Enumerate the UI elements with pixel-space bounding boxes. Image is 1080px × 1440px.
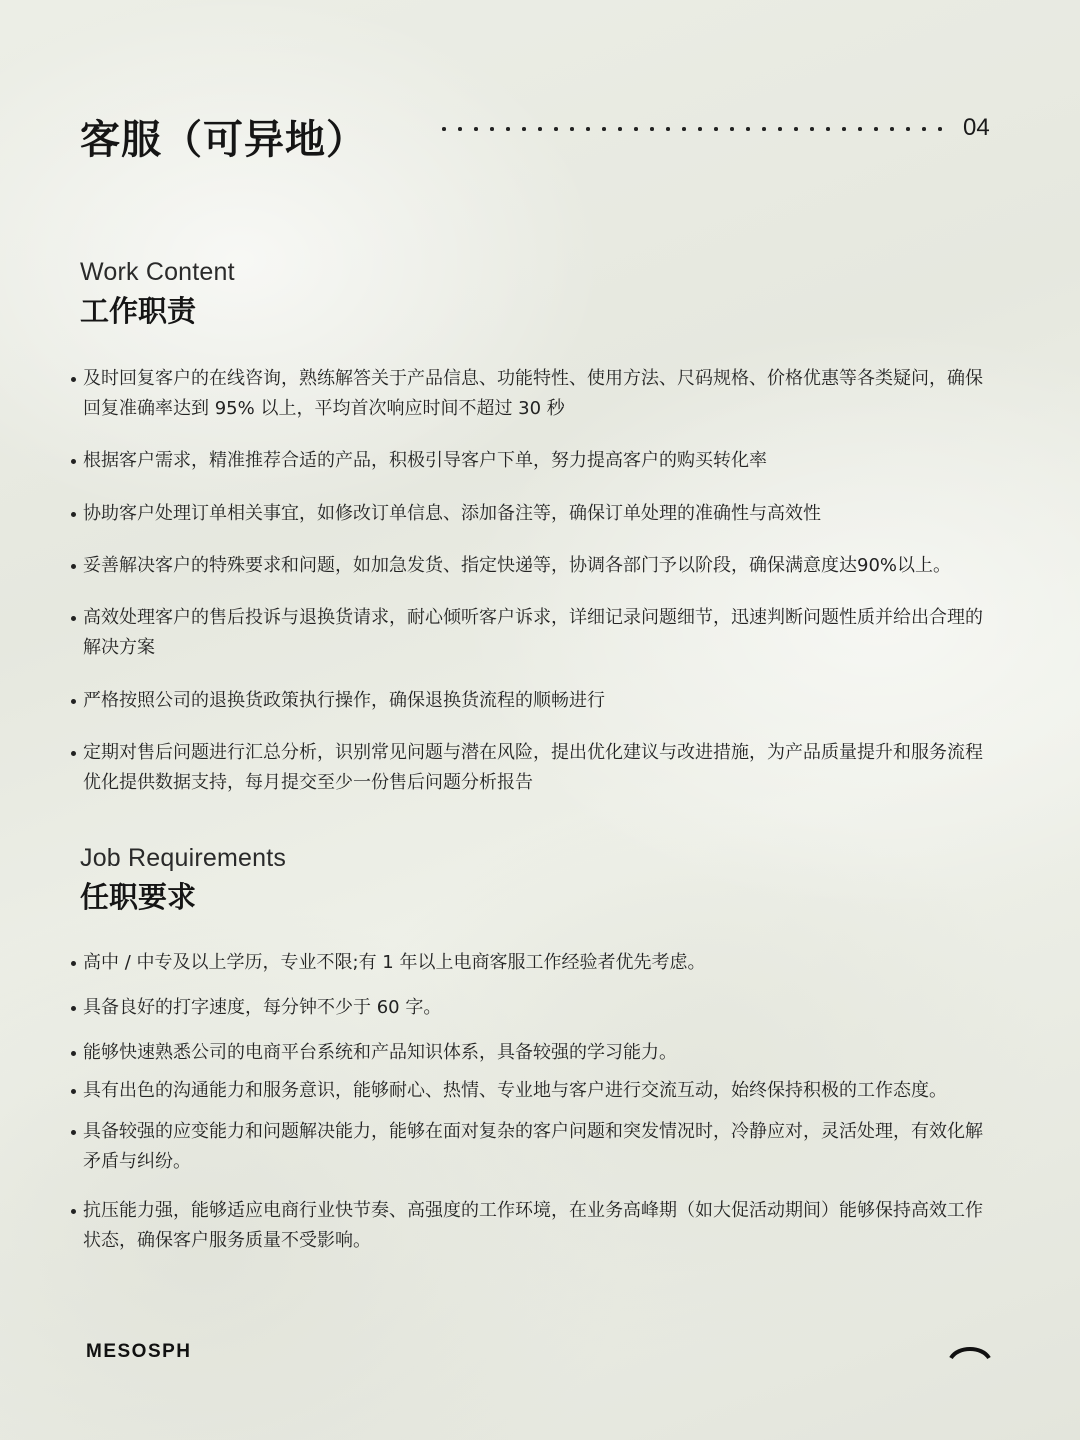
list-item-text: 具有出色的沟通能力和服务意识，能够耐心、热情、专业地与客户进行交流互动，始终保持积极的工作态度。 xyxy=(83,1080,947,1101)
list-item xyxy=(70,1117,1000,1177)
list-item xyxy=(70,551,1000,581)
section-title-cn: 工作职责 xyxy=(80,294,197,328)
list-item-text: 具备良好的打字速度，每分钟不少于 60 字。 xyxy=(83,997,442,1018)
page-number: 04 xyxy=(963,114,990,141)
arch-logo-icon xyxy=(948,1342,992,1362)
list-item-text: 高中 / 中专及以上学历，专业不限;有 1 年以上电商客服工作经验者优先考虑。 xyxy=(83,952,706,973)
list-item xyxy=(70,1038,1000,1068)
list-item xyxy=(70,499,1000,529)
brand-logo-text: MESOSPH xyxy=(86,1341,192,1362)
list-item xyxy=(70,364,1000,424)
list-item xyxy=(70,1196,1000,1256)
list-item-text: 能够快速熟悉公司的电商平台系统和产品知识体系，具备较强的学习能力。 xyxy=(83,1042,677,1063)
list-item-text: 抗压能力强，能够适应电商行业快节奏、高强度的工作环境，在业务高峰期（如大促活动期间）能够保持高效工作状态，确保客户服务质量不受影响。 xyxy=(83,1200,983,1251)
work-content-heading xyxy=(80,257,1000,331)
list-item xyxy=(70,603,1000,663)
list-item xyxy=(70,948,1000,978)
list-item-text: 妥善解决客户的特殊要求和问题，如加急发货、指定快递等，协调各部门予以阶段，确保满意度达90%以上。 xyxy=(83,555,952,576)
list-item-text: 根据客户需求，精准推荐合适的产品，积极引导客户下单，努力提高客户的购买转化率 xyxy=(83,450,767,471)
list-item xyxy=(70,446,1000,476)
list-item-text: 定期对售后问题进行汇总分析，识别常见问题与潜在风险，提出优化建议与改进措施，为产品质量提升和服务流程优化提供数据支持，每月提交至少一份售后问题分析报告 xyxy=(83,742,983,793)
list-item xyxy=(70,738,1000,798)
dotted-divider xyxy=(442,114,942,144)
page-title: 客服（可异地） xyxy=(80,117,367,163)
section-title-en: Work Content xyxy=(80,258,235,286)
section-title-cn: 任职要求 xyxy=(80,880,197,914)
list-item-text: 协助客户处理订单相关事宜，如修改订单信息、添加备注等，确保订单处理的准确性与高效性 xyxy=(83,503,821,524)
list-item-text: 具备较强的应变能力和问题解决能力，能够在面对复杂的客户问题和突发情况时，冷静应对，灵活处理，有效化解矛盾与纠纷。 xyxy=(83,1121,983,1172)
section-title-en: Job Requirements xyxy=(80,844,287,872)
list-item xyxy=(70,1076,1000,1106)
list-item xyxy=(70,686,1000,716)
list-item xyxy=(70,993,1000,1023)
list-item-text: 严格按照公司的退换货政策执行操作，确保退换货流程的顺畅进行 xyxy=(83,690,605,711)
list-item-text: 及时回复客户的在线咨询，熟练解答关于产品信息、功能特性、使用方法、尺码规格、价格优惠等各类疑问，确保回复准确率达到 95% 以上，平均首次响应时间不超过 30 秒 xyxy=(83,368,983,419)
list-item-text: 高效处理客户的售后投诉与退换货请求，耐心倾听客户诉求，详细记录问题细节，迅速判断问题性质并给出合理的解决方案 xyxy=(83,607,983,658)
job-requirements-heading xyxy=(80,843,1000,917)
